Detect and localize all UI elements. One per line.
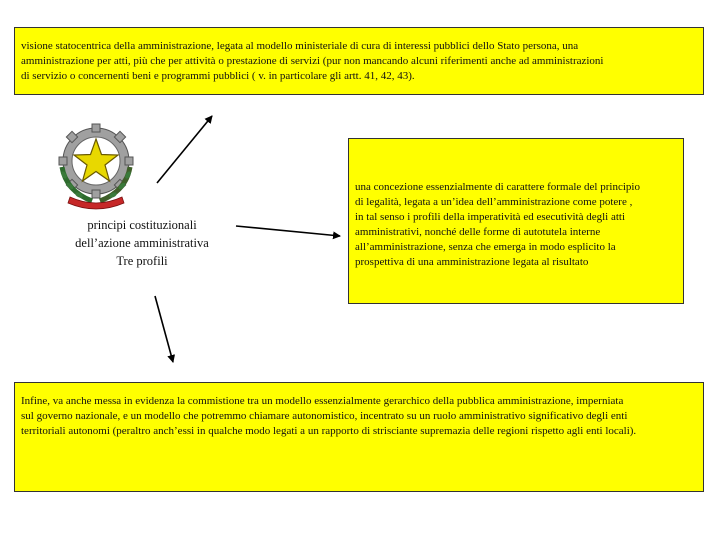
arrow-to-right-box <box>236 226 340 236</box>
top-text-line-1: visione statocentrica della amministrazione, legata al modello ministeriale di cura di interessi pubblici dello Stato persona, una <box>21 40 579 52</box>
top-text-line-2: amministrazione per atti, più che per attività o prestazione di servizi (pur non mancando alcuni riferimenti anche ad amministrazioni <box>21 55 604 67</box>
right-text-line-1: una concezione essenzialmente di carattere formale del principio <box>355 181 640 193</box>
right-text-line-6: prospettiva di una amministrazione legata al risultato <box>355 256 589 268</box>
right-text-line-4: amministrativi, nonché delle forme di autotutela interne <box>355 226 601 238</box>
center-label-line-1: principi costituzionali <box>87 218 197 232</box>
top-text-line-3: di servizio o concernenti beni e programmi pubblici ( v. in particolare gli artt. 41, 42, 43). <box>21 70 415 82</box>
center-label-line-2: dell’azione amministrativa <box>75 236 209 250</box>
right-text-box <box>348 138 684 304</box>
right-text-line-2: di legalità, legata a un’idea dell’amministrazione come potere , <box>355 196 633 208</box>
bottom-text-line-1: Infine, va anche messa in evidenza la commistione tra un modello essenzialmente gerarchico della pubblica amministrazione, imperniata <box>21 395 624 407</box>
bottom-text-box <box>14 382 704 492</box>
bottom-text-line-3: territoriali autonomi (peraltro anch’essi in qualche modo legati a un rapporto di strisciante supremazia delle regioni rispetto agli enti locali). <box>21 425 637 437</box>
right-text-line-5: all’amministrazione, senza che emerga in modo esplicito la <box>355 241 616 253</box>
arrow-to-bottom-box <box>155 296 173 362</box>
right-text-line-3: in tal senso i profili della imperatività ed esecutività degli atti <box>355 211 626 223</box>
center-label-line-3: Tre profili <box>116 254 168 268</box>
arrow-to-top-box <box>157 116 212 183</box>
bottom-text-line-2: sul governo nazionale, e un modello che potremmo chiamare autonomistico, incentrato su un ruolo amministrativo significativo degli enti <box>21 410 628 422</box>
